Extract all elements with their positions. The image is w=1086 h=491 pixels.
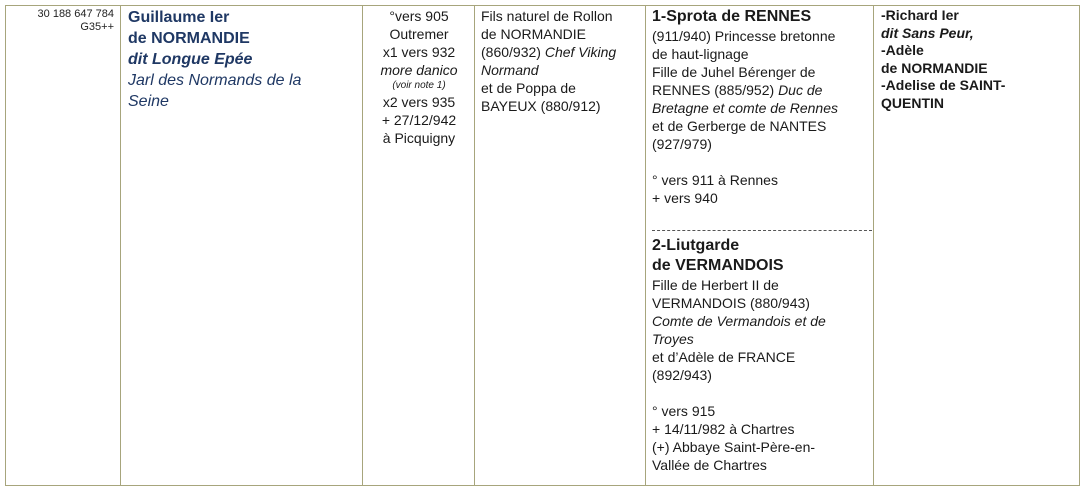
child-1-name: -Richard Ier [881, 7, 959, 23]
spouse-divider [652, 230, 872, 231]
child-1-nickname: dit Sans Peur, [881, 24, 974, 41]
person-family-name: de NORMANDIE [128, 30, 250, 47]
children-block [881, 7, 1077, 112]
spouse2-burial: (+) Abbaye Saint-Père-en- [652, 439, 816, 455]
child-2-name: -Adèle [881, 42, 924, 58]
spouse2-line: (892/943) [652, 367, 712, 383]
spouse1-father-dates: RENNES (885/952) [652, 82, 779, 98]
marriage1-date: x1 vers 932 [382, 44, 456, 60]
spouse2-birth: ° vers 915 [652, 403, 716, 419]
marriage1-note: (voir note 1) [392, 80, 446, 91]
parents-dates: (860/932) [481, 44, 545, 60]
spouse2-line: VERMANDOIS (880/943) [652, 295, 810, 311]
person-title-line1: Jarl des Normands de la [128, 72, 302, 89]
parents-block [481, 7, 643, 115]
parents-line [481, 43, 643, 61]
parents-line: et de Poppa de [481, 80, 576, 96]
birth-date: °vers 905 [389, 8, 449, 24]
death-place: à Picquigny [382, 130, 456, 146]
generation-label: G35++ [80, 21, 114, 33]
marriage2-date: x2 vers 935 [382, 94, 456, 110]
person-cell [121, 6, 363, 486]
spouse2-line: Troyes [652, 331, 694, 347]
spouse1-line: Bretagne et comte de Rennes [652, 100, 839, 116]
parents-cell [475, 6, 646, 486]
events-block [363, 7, 475, 147]
spouse1-birth: ° vers 911 à Rennes [652, 172, 778, 188]
spouse1-line: (911/940) Princesse bretonne [652, 28, 836, 44]
birth-place: Outremer [389, 26, 449, 42]
spouse1-line: et de Gerberge de NANTES [652, 118, 827, 134]
spouse1-father-title: Duc de [778, 82, 823, 98]
child-3-name: -Adelise de SAINT- [881, 77, 1006, 93]
spouse1-line: de haut-lignage [652, 46, 749, 62]
record-number [38, 8, 114, 34]
person-title-line2: Seine [128, 93, 169, 110]
spouse1-line: Fille de Juhel Bérenger de [652, 64, 816, 80]
parents-line: BAYEUX (880/912) [481, 98, 601, 114]
spacer [652, 153, 872, 171]
events-cell [363, 6, 475, 486]
spouse1-line [652, 81, 872, 99]
spouses-cell [646, 6, 874, 486]
parents-line: Fils naturel de Rollon [481, 8, 613, 24]
spouse1-block [652, 7, 872, 207]
spouse2-line: Comte de Vermandois et de [652, 313, 826, 329]
person-name-block [128, 7, 360, 112]
spouse2-burial-place: Vallée de Chartres [652, 457, 767, 473]
death-date: + 27/12/942 [381, 112, 457, 128]
spouse2-death: + 14/11/982 à Chartres [652, 421, 795, 437]
person-nickname: dit Longue Epée [128, 51, 253, 68]
parents-title: Chef Viking [544, 44, 617, 60]
spouse1-name: 1-Sprota de RENNES [652, 8, 812, 25]
sosa-number: 30 188 647 784 [37, 8, 114, 20]
marriage1-form: more danico [380, 62, 458, 78]
spouse1-death: + vers 940 [652, 190, 718, 206]
spouse2-name: 2-Liutgarde [652, 237, 740, 254]
spouse1-line: (927/979) [652, 136, 712, 152]
child-3-family: QUENTIN [881, 94, 944, 111]
child-2-family: de NORMANDIE [881, 59, 988, 76]
parents-line: Normand [481, 62, 539, 78]
spouse2-line: Fille de Herbert II de [652, 277, 779, 293]
spouse2-block [652, 236, 872, 474]
children-cell [874, 6, 1080, 486]
row-bottom-border [6, 485, 1080, 486]
spouse2-line: et d’Adèle de FRANCE [652, 349, 796, 365]
parents-line: de NORMANDIE [481, 26, 587, 42]
spacer [652, 384, 872, 402]
spouse2-family-name: de VERMANDOIS [652, 257, 784, 274]
record-number-cell [6, 6, 121, 486]
genealogy-table [5, 5, 1080, 486]
person-first-name: Guillaume Ier [128, 9, 230, 26]
